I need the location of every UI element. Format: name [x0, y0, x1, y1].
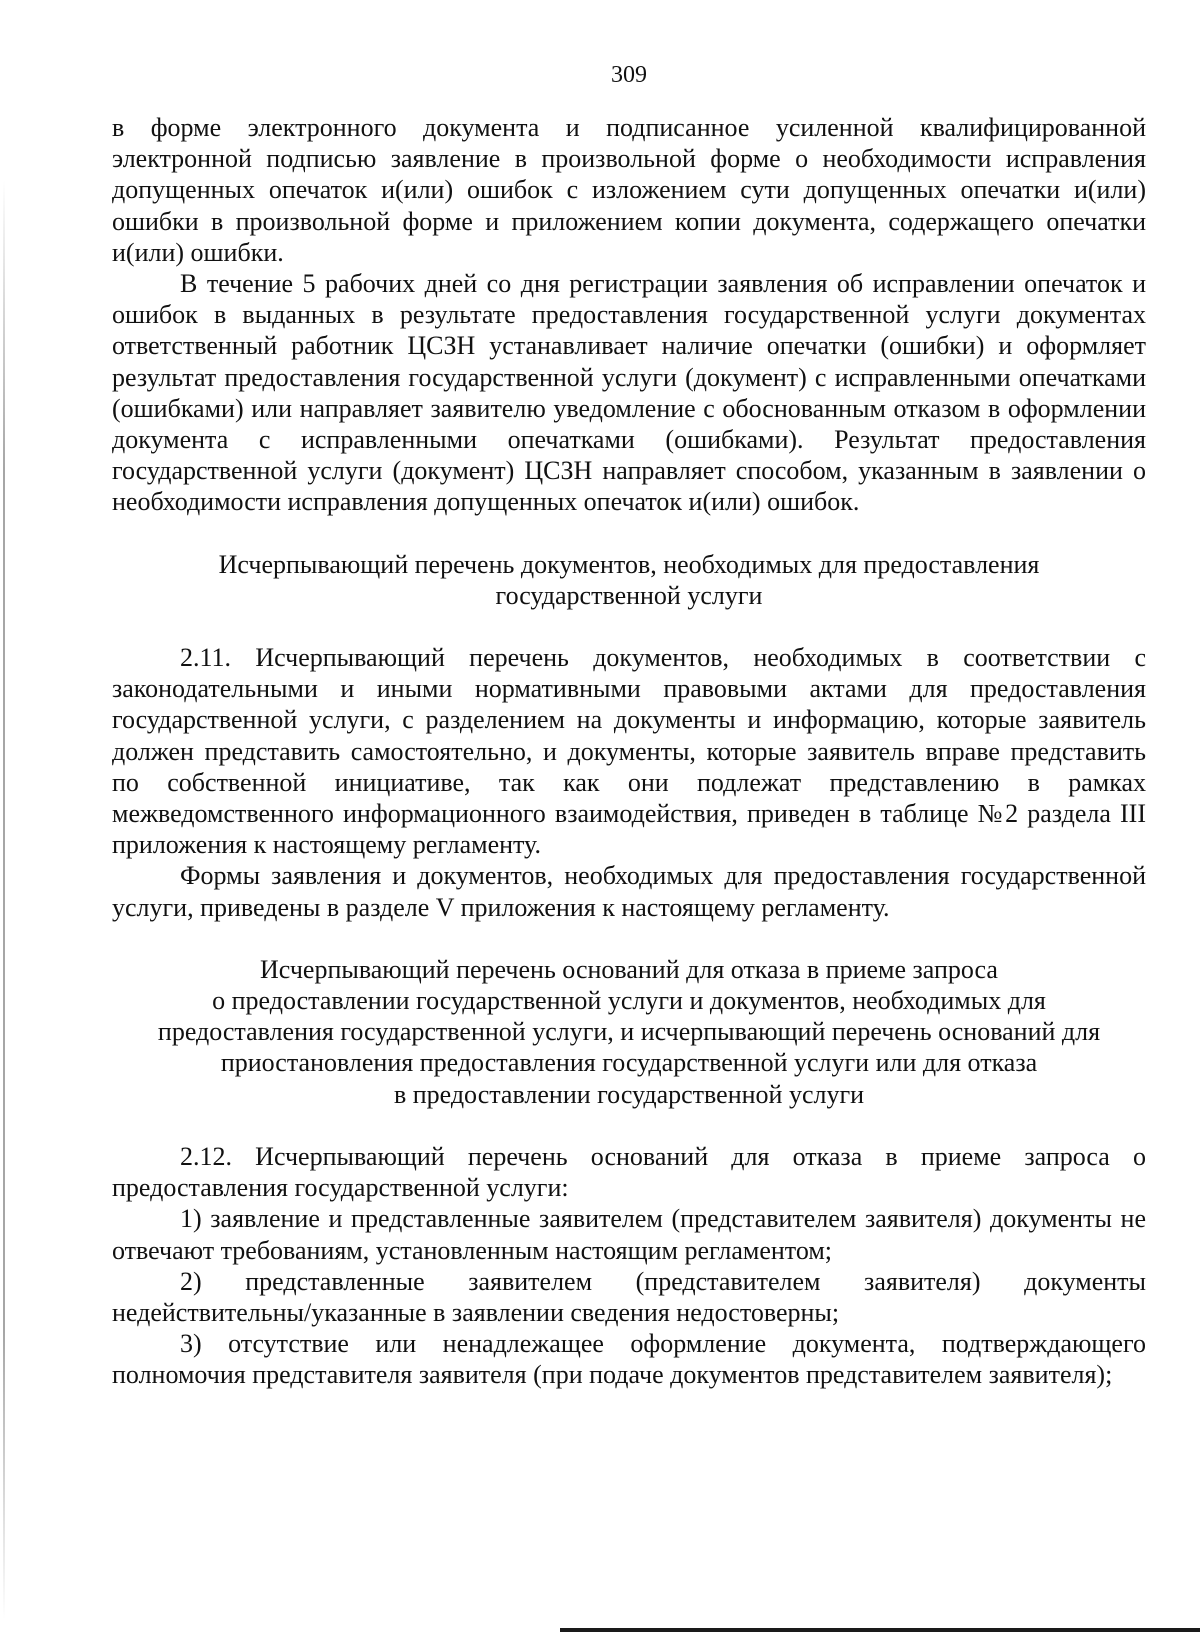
list-item-1: 1) заявление и представленные заявителем (представителем заявителя) документы не отвечают требованиям, установленным настоящим регламентом;	[112, 1204, 1146, 1265]
list-item-3: 3) отсутствие или ненадлежащее оформление документа, подтверждающего полномочия представителя заявителя (при подаче документов представителем заявителя);	[112, 1329, 1146, 1390]
heading-line: приостановления предоставления государственной услуги или для отказа	[220, 1048, 1038, 1078]
heading-line: предоставления государственной услуги, и исчерпывающий перечень оснований для	[157, 1017, 1101, 1047]
paragraph-forms: Формы заявления и документов, необходимых для предоставления государственной услуги, приведены в разделе V приложения к настоящему регламенту.	[112, 861, 1146, 922]
heading-line: государственной услуги	[495, 580, 763, 610]
document-page	[112, 60, 1146, 1391]
paragraph-correction-deadline: В течение 5 рабочих дней со дня регистрации заявления об исправлении опечаток и ошибок в выданных в результате предоставления государственной услуги документах ответственный работник ЦСЗН устанавливает наличие опечатки (ошибки) и оформляет результат предоставления государственной услуги (документ) с исправленными опечатками (ошибками) или направляет заявителю уведомление с обоснованным отказом в оформлении документа с исправленными опечатками (ошибками). Результат предоставления государственной услуги (документ) ЦСЗН направляет способом, указанным в заявлении о необходимости исправления допущенных опечаток и(или) ошибок.	[112, 269, 1146, 517]
section-heading-documents	[112, 549, 1146, 611]
spacer	[112, 611, 1146, 642]
heading-line: Исчерпывающий перечень оснований для отказа в приеме запроса	[260, 954, 998, 984]
spacer	[112, 1110, 1146, 1141]
scan-left-edge-shadow	[3, 180, 5, 1620]
list-item-2: 2) представленные заявителем (представителем заявителя) документы недействительны/указанные в заявлении сведения недостоверны;	[112, 1266, 1146, 1327]
page-number: 309	[611, 62, 647, 88]
spacer	[112, 518, 1146, 549]
heading-line: Исчерпывающий перечень документов, необходимых для предоставления	[218, 549, 1040, 579]
paragraph-2-11: 2.11. Исчерпывающий перечень документов, необходимых в соответствии с законодательными и иными нормативными правовыми актами для предоставления государственной услуги, с разделением на документы и информацию, которые заявитель должен представить самостоятельно, и документы, которые заявитель вправе представить по собственной инициативе, так как они подлежат представлению в рамках межведомственного информационного взаимодействия, приведен в таблице №2 раздела III приложения к настоящему регламенту.	[112, 643, 1146, 860]
section-heading-refusal-grounds	[112, 954, 1146, 1110]
paragraph-continuation: в форме электронного документа и подписанное усиленной квалифицированной электронной подписью заявление в произвольной форме о необходимости исправления допущенных опечаток и(или) ошибок с изложением сути допущенных опечатки и(или) ошибки в произвольной форме и приложением копии документа, содержащего опечатки и(или) ошибки.	[112, 113, 1146, 267]
spacer	[112, 923, 1146, 954]
paragraph-2-12: 2.12. Исчерпывающий перечень оснований для отказа в приеме запроса о предоставления государственной услуги:	[112, 1141, 1146, 1203]
scan-bottom-edge-shadow	[560, 1628, 1200, 1632]
heading-line: в предоставлении государственной услуги	[393, 1079, 865, 1109]
heading-line: о предоставлении государственной услуги и документов, необходимых для	[212, 986, 1046, 1016]
